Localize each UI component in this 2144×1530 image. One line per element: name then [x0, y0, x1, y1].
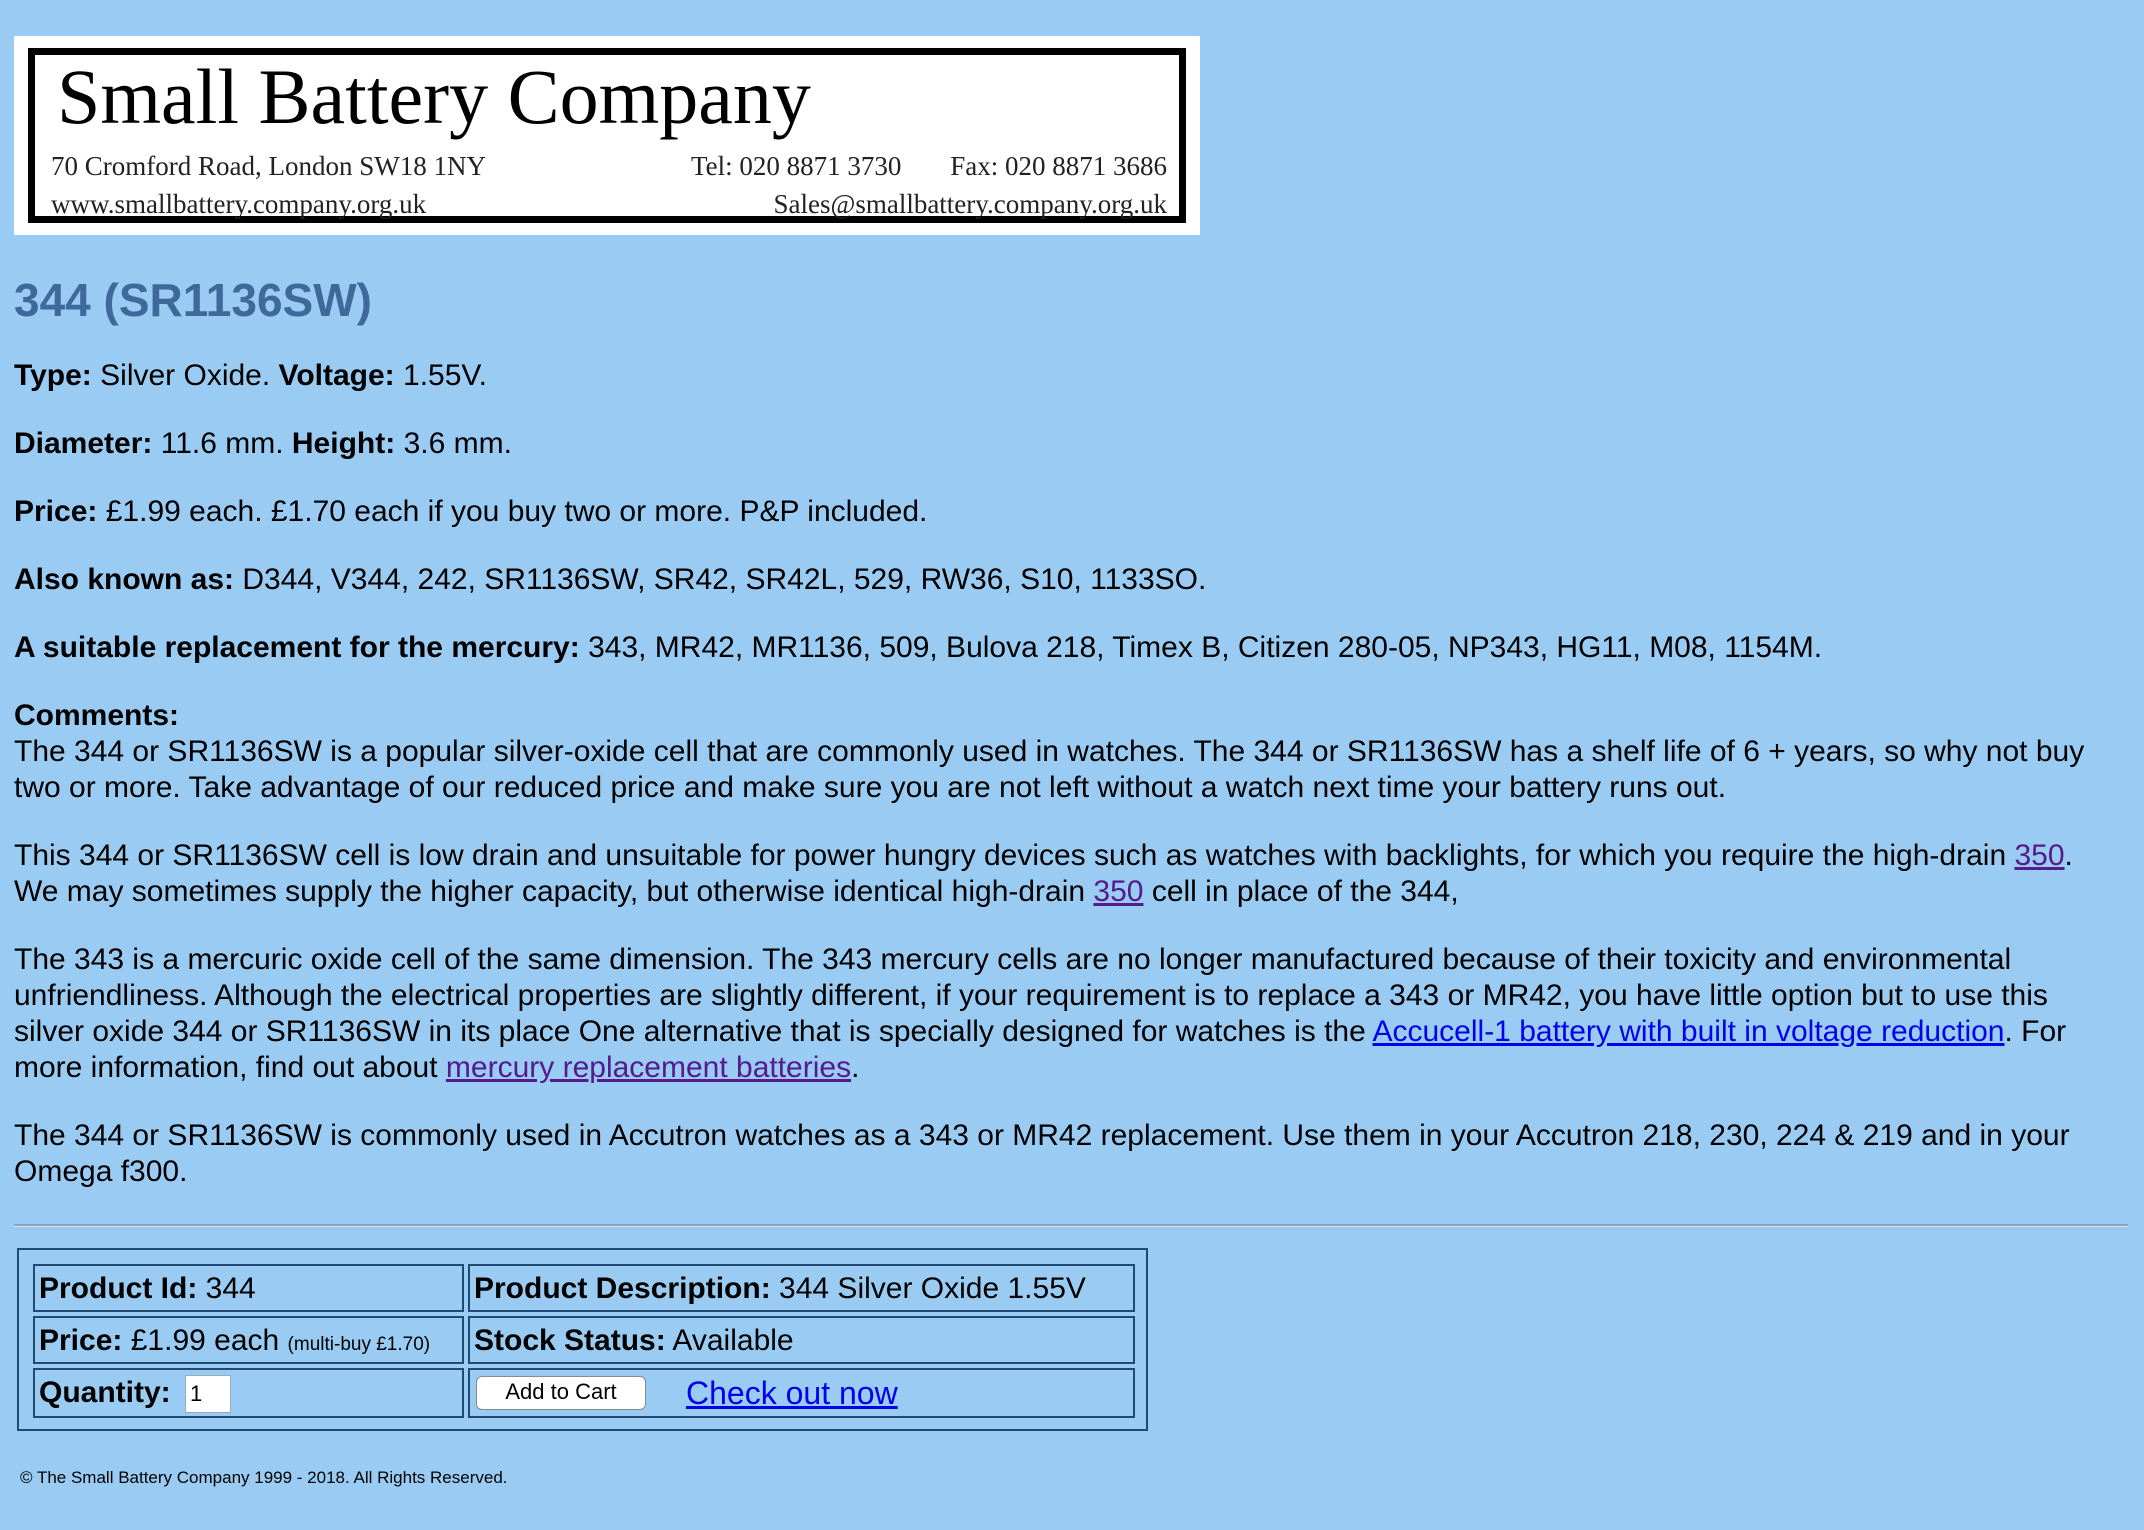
spec-mercury-replacement	[14, 630, 2124, 666]
cart-price-label: Price:	[39, 1324, 123, 1357]
spec-type-voltage	[14, 358, 2124, 394]
cart-table	[17, 1248, 1148, 1431]
logo-fax: Fax: 020 8871 3686	[950, 151, 1167, 181]
page-title: 344 (SR1136SW)	[14, 274, 372, 326]
battery-350-link[interactable]: 350	[2014, 839, 2065, 872]
spec-also-known-as	[14, 562, 2124, 598]
comments-text: . For more information, find out about	[14, 1015, 2067, 1084]
quantity-input[interactable]	[185, 1375, 231, 1413]
comments-text: The 343 is a mercuric oxide cell of the same dimension. The 343 mercury cells are no longer manufactured because of their toxicity and environmental unfriendliness. Although the electrical properties are slightly different, if your requirement is to replace a 343 or MR42, you have little option but to use this silver oxide 344 or SR1136SW in its place One alternative that is specially designed for watches is the	[14, 943, 2048, 1048]
comments-text: cell in place of the 344,	[1143, 875, 1459, 908]
comments-paragraph-4: The 344 or SR1136SW is commonly used in Accutron watches as a 343 or MR42 replacement. Use them in your Accutron 218, 230, 224 & 219 and in your Omega f300.	[14, 1119, 2070, 1188]
product-id-cell	[33, 1264, 464, 1312]
company-logo	[14, 36, 1200, 235]
product-id-label: Product Id:	[39, 1272, 198, 1305]
stock-status-value: Available	[672, 1324, 794, 1357]
logo-website: www.smallbattery.company.org.uk	[51, 189, 427, 219]
product-description-value: 344 Silver Oxide 1.55V	[779, 1272, 1086, 1305]
comments-paragraph-2	[14, 838, 2124, 910]
quantity-label: Quantity:	[39, 1376, 171, 1409]
logo-email: Sales@smallbattery.company.org.uk	[773, 189, 1167, 219]
spec-price	[14, 494, 2124, 530]
comments-block	[14, 698, 2124, 806]
quantity-cell	[33, 1368, 464, 1418]
stock-status-label: Stock Status:	[474, 1324, 666, 1357]
check-out-link[interactable]: Check out now	[686, 1375, 898, 1411]
price-value: £1.99 each. £1.70 each if you buy two or more. P&P included.	[105, 495, 928, 528]
replacement-label: A suitable replacement for the mercury:	[14, 631, 580, 664]
voltage-label: Voltage:	[278, 359, 395, 392]
comments-paragraph-1: The 344 or SR1136SW is a popular silver-oxide cell that are commonly used in watches. The 344 or SR1136SW has a shelf life of 6 + years, so why not buy two or more. Take advantage of our reduced price and make sure you are not left without a watch next time your battery runs out.	[14, 735, 2085, 804]
mercury-replacement-link[interactable]: mercury replacement batteries	[445, 1051, 852, 1084]
add-to-cart-button[interactable]: Add to Cart	[476, 1376, 646, 1410]
height-label: Height:	[291, 427, 396, 460]
logo-frame	[28, 48, 1186, 223]
copyright-footer: © The Small Battery Company 1999 - 2018. All Rights Reserved.	[20, 1468, 508, 1487]
cart-actions-cell	[468, 1368, 1135, 1418]
divider	[14, 1224, 2128, 1227]
product-description-cell	[468, 1264, 1135, 1312]
cart-price-value: £1.99 each	[130, 1324, 280, 1357]
aka-label: Also known as:	[14, 563, 235, 596]
multi-buy-price: (multi-buy £1.70)	[287, 1334, 431, 1355]
aka-value: D344, V344, 242, SR1136SW, SR42, SR42L, 529, RW36, S10, 1133SO.	[242, 563, 1207, 596]
comments-label: Comments:	[14, 699, 180, 732]
accucell-link[interactable]: Accucell-1 battery with built in voltage reduction	[1372, 1015, 2005, 1048]
battery-350-link-2[interactable]: 350	[1093, 875, 1144, 908]
logo-tel: Tel: 020 8871 3730	[691, 151, 902, 181]
replacement-value: 343, MR42, MR1136, 509, Bulova 218, Timex B, Citizen 280-05, NP343, HG11, M08, 1154M.	[588, 631, 1823, 664]
stock-status-cell	[468, 1316, 1135, 1364]
comments-text: .	[851, 1051, 860, 1084]
comments-paragraph-3	[14, 942, 2124, 1086]
product-id-value: 344	[205, 1272, 256, 1305]
price-label: Price:	[14, 495, 98, 528]
comments-text: This 344 or SR1136SW cell is low drain and unsuitable for power hungry devices such as watches with backlights, for which you require the high-drain	[14, 839, 2015, 872]
product-description-label: Product Description:	[474, 1272, 771, 1305]
diameter-value: 11.6 mm.	[160, 427, 284, 460]
diameter-label: Diameter:	[14, 427, 153, 460]
logo-address: 70 Cromford Road, London SW18 1NY	[51, 151, 486, 181]
type-value: Silver Oxide.	[100, 359, 271, 392]
type-label: Type:	[14, 359, 92, 392]
price-cell	[33, 1316, 464, 1364]
height-value: 3.6 mm.	[403, 427, 512, 460]
spec-dimensions	[14, 426, 2124, 462]
logo-company-name: Small Battery Company	[57, 53, 811, 140]
comments-text: . We may sometimes supply the higher capacity, but otherwise identical high-drain	[14, 839, 2073, 908]
voltage-value: 1.55V.	[403, 359, 487, 392]
